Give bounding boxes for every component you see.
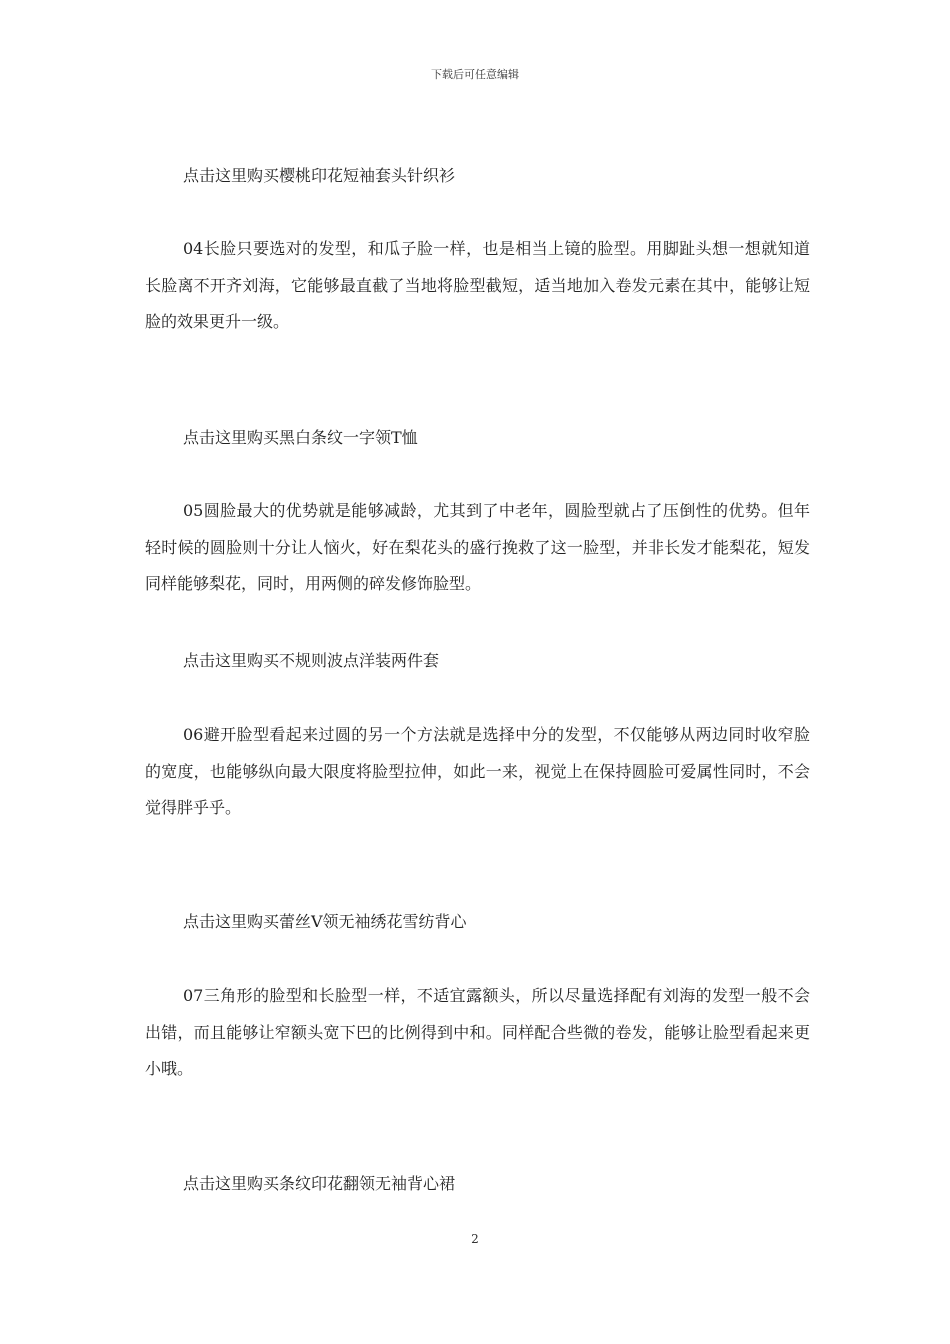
purchase-link-striped-dress[interactable]: 点击这里购买条纹印花翻领无袖背心裙: [183, 1174, 456, 1193]
paragraph-06-center-part: 06避开脸型看起来过圆的另一个方法就是选择中分的发型，不仅能够从两边同时收窄脸的宽度，也能够纵向最大限度将脸型拉伸，如此一来，视觉上在保持圆脸可爱属性同时，不会觉得胖乎乎。: [145, 725, 810, 817]
purchase-link-striped-tee[interactable]: 点击这里购买黑白条纹一字领T恤: [183, 428, 418, 447]
page-number: 2: [471, 1232, 479, 1246]
page-header: 下载后可任意编辑: [431, 68, 519, 81]
purchase-link-polka-dot-set[interactable]: 点击这里购买不规则波点洋装两件套: [183, 651, 440, 670]
purchase-link-lace-vest[interactable]: 点击这里购买蕾丝V领无袖绣花雪纺背心: [183, 912, 467, 931]
paragraph-05-round-face: 05圆脸最大的优势就是能够减龄，尤其到了中老年，圆脸型就占了压倒性的优势。但年轻时候的圆脸则十分让人恼火，好在梨花头的盛行挽救了这一脸型，并非长发才能梨花，短发同样能够梨花，同时，用两侧的碎发修饰脸型。: [145, 501, 810, 593]
purchase-link-cherry-knit[interactable]: 点击这里购买樱桃印花短袖套头针织衫: [183, 166, 456, 185]
paragraph-07-triangle-face: 07三角形的脸型和长脸型一样，不适宜露额头，所以尽量选择配有刘海的发型一般不会出错，而且能够让窄额头宽下巴的比例得到中和。同样配合些微的卷发，能够让脸型看起来更小哦。: [145, 986, 810, 1078]
paragraph-04-long-face: 04长脸只要选对的发型，和瓜子脸一样，也是相当上镜的脸型。用脚趾头想一想就知道长脸离不开齐刘海，它能够最直截了当地将脸型截短，适当地加入卷发元素在其中，能够让短脸的效果更升一级。: [145, 239, 810, 331]
